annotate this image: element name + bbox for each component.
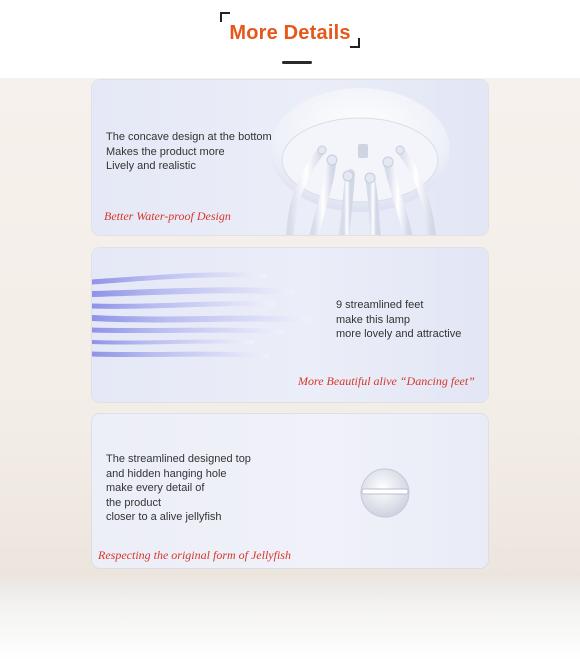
corner-bracket-bottom-right (350, 38, 360, 48)
feature-caption: Respecting the original form of Jellyfish (98, 548, 291, 562)
feature-caption: More Beautiful alive “Dancing feet” (298, 374, 475, 388)
feature-caption: Better Water-proof Design (104, 209, 231, 223)
card-description (336, 298, 461, 342)
description-line: Makes the product more (106, 145, 225, 158)
description-line: more lovely and attractive (336, 328, 462, 340)
section-header (0, 0, 580, 78)
title-underline (282, 61, 312, 64)
card-description (106, 130, 272, 174)
description-line: closer to a alive jellyfish (106, 511, 222, 523)
bottom-shade (0, 578, 580, 662)
description-line: Lively and realistic (106, 160, 196, 172)
page-title: More Details (229, 22, 351, 44)
detail-card-feet (92, 248, 488, 402)
jellyfish-bottom-photo (262, 80, 488, 235)
description-line: and hidden hanging hole (106, 467, 227, 480)
card-description (106, 452, 251, 525)
description-line: The streamlined designed top (106, 453, 251, 465)
description-line: the product (106, 496, 162, 509)
streamlined-feet-photo (92, 248, 322, 402)
detail-card-top (92, 414, 488, 568)
detail-card-waterproof (92, 80, 488, 235)
description-line: make every detail of (106, 482, 205, 494)
description-line: make this lamp (336, 313, 410, 326)
corner-bracket-top-left (220, 12, 230, 22)
description-line: The concave design at the bottom (106, 131, 272, 143)
hanging-hole-photo (348, 456, 422, 530)
description-line: 9 streamlined feet (336, 299, 424, 311)
